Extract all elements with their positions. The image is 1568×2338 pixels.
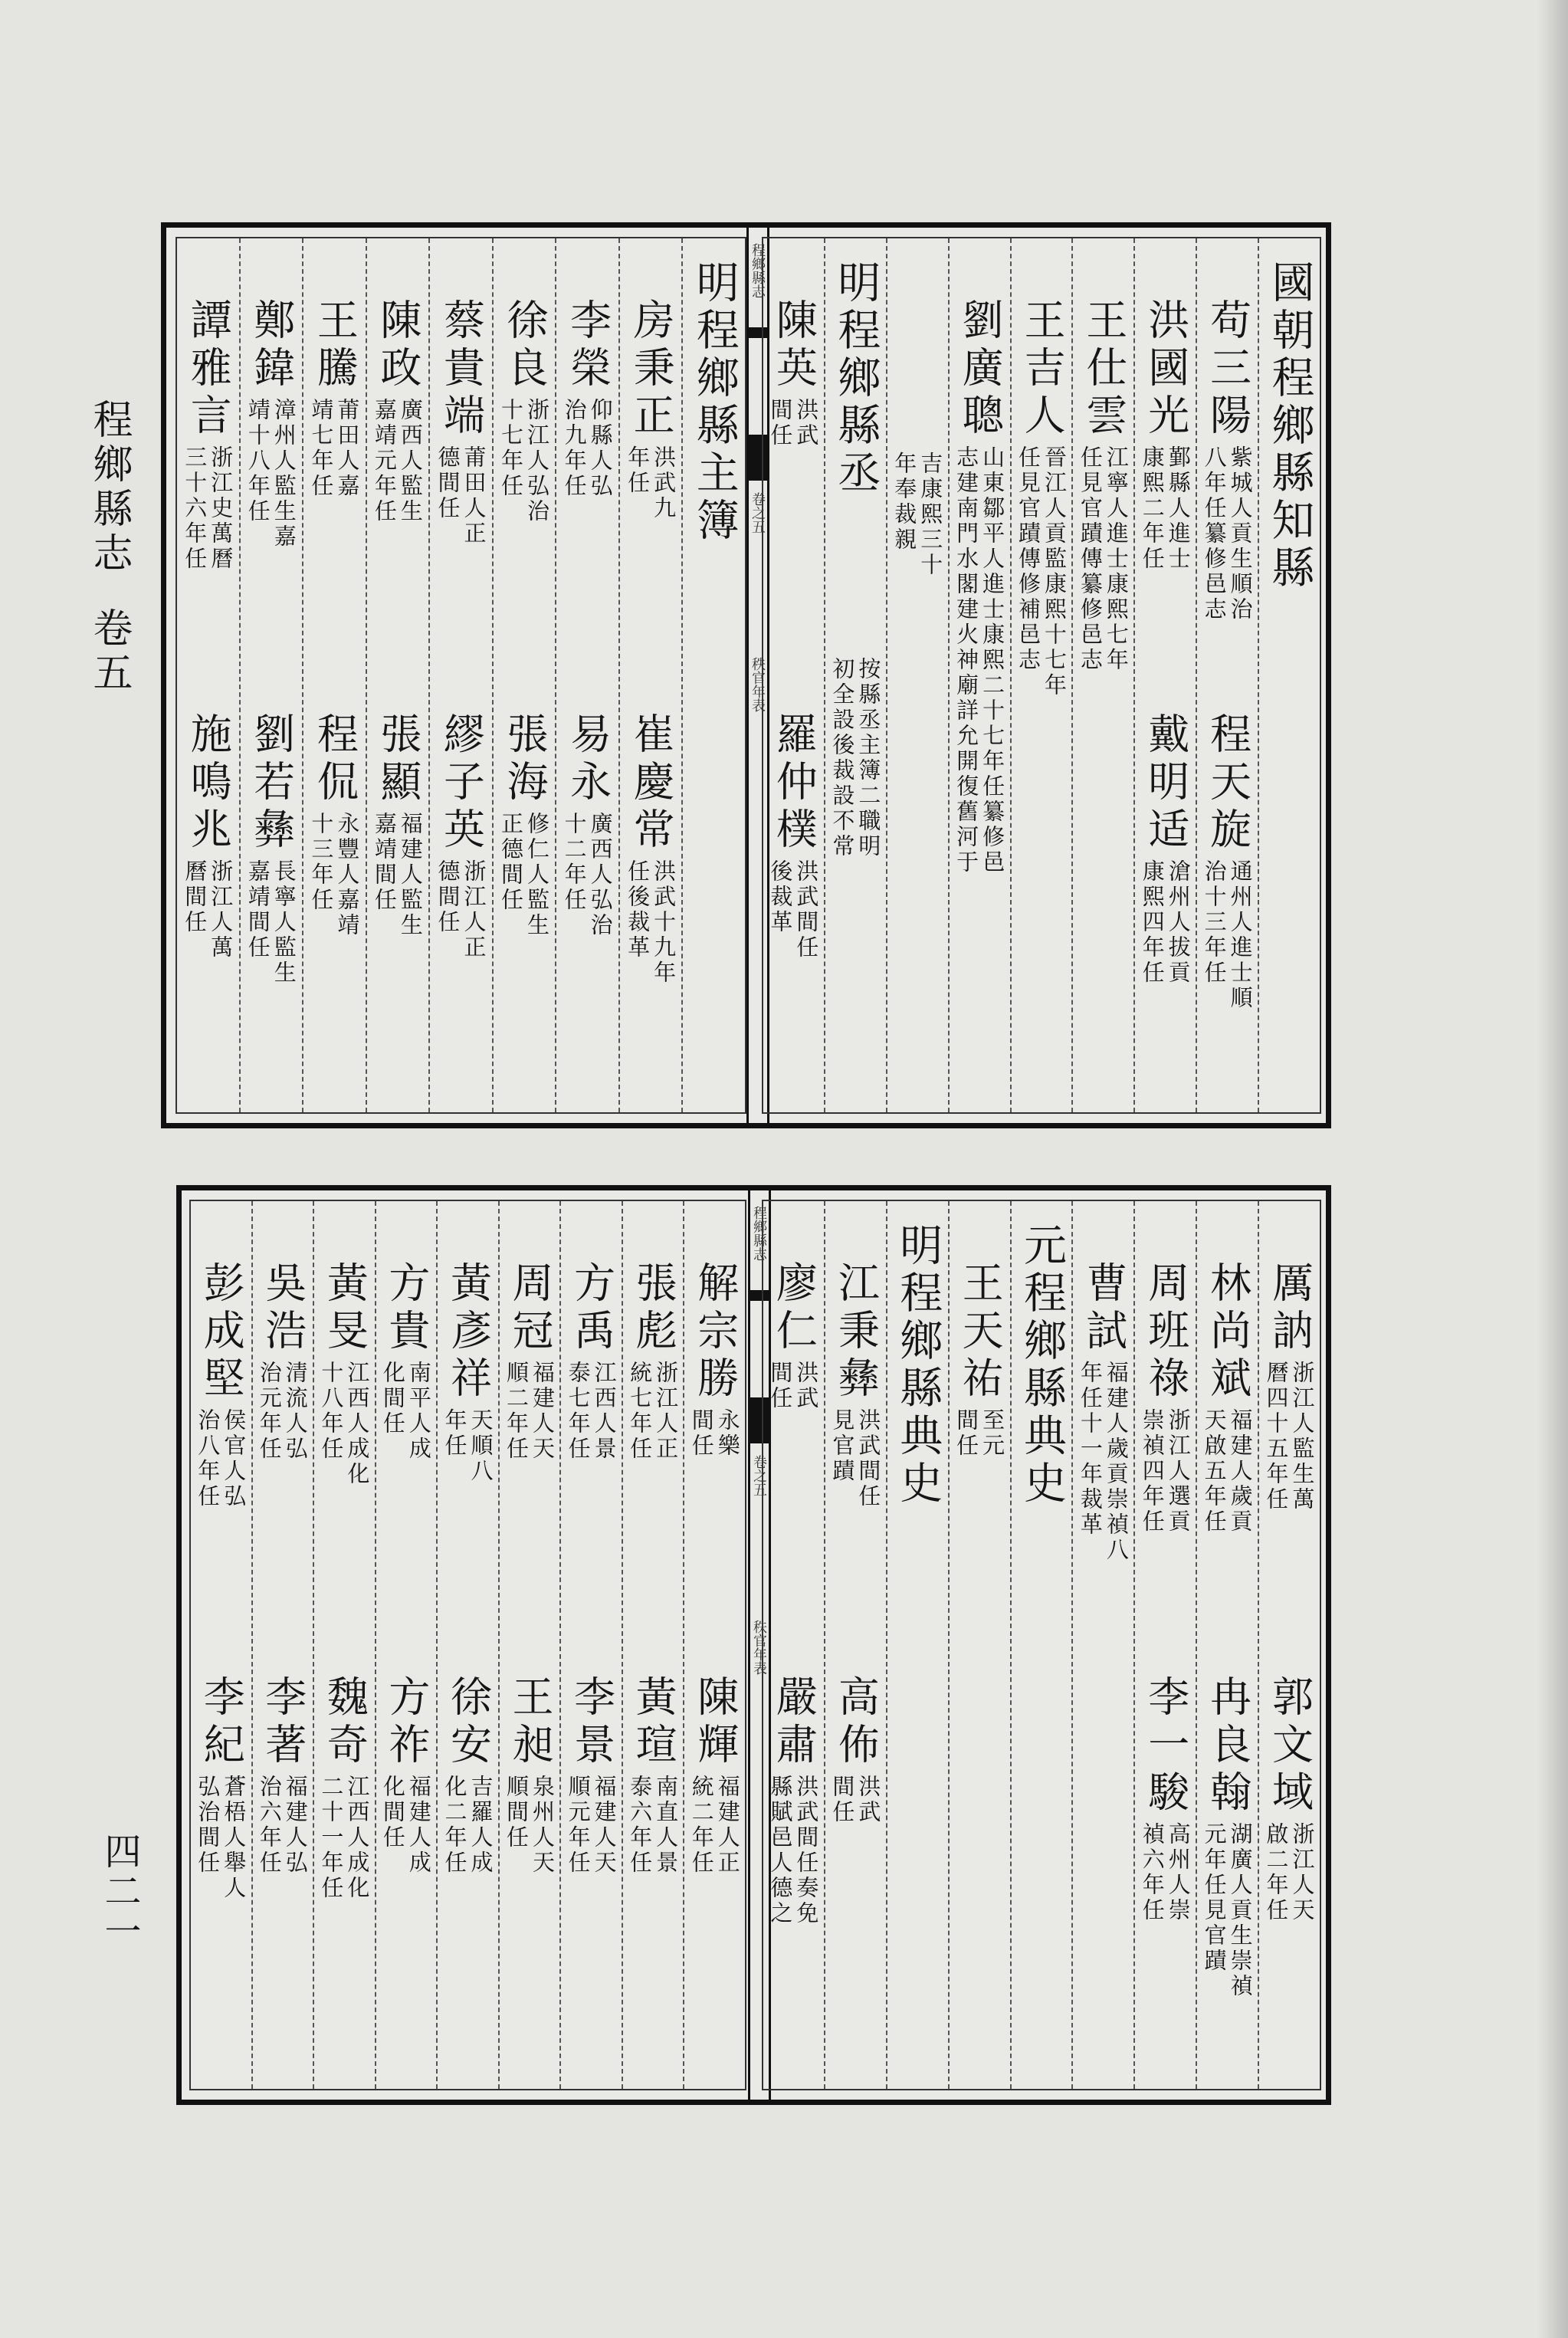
official-name: 曹試: [1079, 1261, 1128, 1356]
official-name: 李著: [258, 1675, 307, 1770]
official-name: 張彪: [629, 1261, 678, 1356]
official-annotation: 紫城人貢生順治八年任纂修邑志: [1201, 445, 1254, 622]
official-entry: [430, 712, 492, 965]
official-annotation: 洪武間任見官蹟: [829, 1408, 882, 1509]
official-annotation: 福建人正統二年任: [688, 1775, 741, 1876]
official-name: 陳輝: [691, 1675, 740, 1770]
official-entry: [763, 712, 824, 965]
section-heading: 元程鄉縣典史: [1016, 1223, 1067, 1508]
text-column: [177, 238, 239, 1112]
official-entry: [314, 1261, 375, 1675]
official-name: 周班祿: [1141, 1261, 1190, 1404]
official-entry: [438, 1675, 498, 1880]
official-name: 戴明适: [1141, 712, 1190, 855]
official-annotation: 漳州人監生嘉靖十八年任: [244, 398, 297, 550]
fold-title: 程鄉縣志: [750, 243, 766, 298]
official-annotation: 洪武間任: [767, 398, 820, 448]
official-annotation: 廣西人監生嘉靖元年任: [371, 398, 424, 524]
official-name: 高佈: [832, 1675, 881, 1770]
official-entry: [1135, 1261, 1196, 1675]
official-entry: [763, 298, 824, 712]
margin-title: [80, 399, 138, 696]
official-name: 黃瑄: [629, 1675, 678, 1770]
section-heading: 明程鄉縣典史: [893, 1223, 943, 1508]
official-annotation: 仰縣人弘治九年任: [561, 398, 614, 499]
official-annotation: 福建人歲貢天啟五年任: [1201, 1408, 1254, 1535]
official-entry: [191, 1261, 251, 1675]
text-column: [886, 238, 948, 1112]
official-name: 黃彥祥: [444, 1261, 493, 1404]
official-annotation: 洪武間任奏免縣賦邑人德之: [767, 1775, 820, 1926]
official-entry: [376, 1261, 437, 1675]
official-name: 崔慶常: [627, 712, 676, 855]
official-entry: [763, 1675, 824, 1931]
official-name: 蔡貴端: [437, 298, 486, 441]
text-column: [428, 238, 492, 1112]
text-column: [191, 1201, 251, 2089]
official-annotation: 天順八年任: [441, 1408, 494, 1484]
official-entry: [177, 298, 239, 712]
official-name: 繆子英: [437, 712, 486, 855]
official-name: 劉廣聰: [956, 298, 1005, 441]
official-name: 方祚: [382, 1675, 431, 1770]
official-entry: [191, 1675, 251, 1906]
official-name: 魏奇: [320, 1675, 369, 1770]
official-name: 鄭鍏: [247, 298, 296, 393]
text-column: [622, 1201, 684, 2089]
official-entry: [494, 298, 556, 712]
official-annotation: 清流人弘治元年任: [256, 1361, 309, 1462]
fold-title: 程鄉縣志: [751, 1206, 767, 1261]
official-entry: [1197, 298, 1258, 712]
text-column: [1010, 238, 1072, 1112]
official-annotation: 江西人成化十八年任: [318, 1361, 371, 1487]
official-entry: [367, 298, 429, 712]
official-name: 李榮: [563, 298, 612, 393]
text-column: [239, 238, 303, 1112]
official-name: 王昶: [506, 1675, 555, 1770]
upper-left-panel: [175, 237, 746, 1114]
official-annotation: 吉康熙三十年奉裁親: [891, 452, 944, 578]
upper-leaf-spread: [161, 222, 1331, 1128]
official-annotation: 吉羅人成化二年任: [441, 1775, 494, 1876]
official-annotation: 莆田人正德間任: [435, 445, 487, 547]
text-column: [375, 1201, 437, 2089]
official-entry: [684, 1261, 745, 1675]
official-entry: [1259, 1675, 1320, 1928]
official-annotation: 浙江人天啟二年任: [1263, 1822, 1316, 1923]
official-annotation: 洪武間任: [829, 1775, 882, 1825]
text-column: [555, 238, 618, 1112]
official-annotation: 洪武十九年任後裁革: [625, 859, 677, 986]
official-entry: [1135, 298, 1196, 712]
text-column: [886, 1201, 948, 2089]
official-entry: [763, 1261, 824, 1675]
official-entry: [1012, 298, 1072, 712]
official-name: 李景: [567, 1675, 616, 1770]
text-column: [1133, 238, 1196, 1112]
official-annotation: 浙江人弘治十七年任: [498, 398, 551, 524]
section-heading: 國朝程鄉縣知縣: [1265, 260, 1315, 593]
official-annotation: 浙江人正統七年任: [627, 1361, 680, 1462]
lower-right-panel: [762, 1200, 1321, 2090]
text-column: [1071, 238, 1133, 1112]
text-column: [1196, 1201, 1258, 2089]
official-annotation: 福建人弘治六年任: [256, 1775, 309, 1876]
official-entry: [177, 712, 239, 965]
section-heading: 明程鄉縣丞: [831, 260, 881, 497]
text-column: [313, 1201, 375, 2089]
official-name: 王騰: [310, 298, 359, 393]
book-title: 程鄉縣志: [86, 399, 132, 576]
text-column: [618, 238, 682, 1112]
official-annotation: 鄞縣人進士康熙二年任: [1139, 445, 1192, 572]
official-name: 施鳴兆: [184, 712, 233, 855]
official-entry: [367, 712, 429, 943]
official-name: 羅仲樸: [769, 712, 818, 855]
text-column: [302, 238, 366, 1112]
official-entry: [438, 1261, 498, 1675]
official-annotation: 福建人歲貢崇禎八年任十一年裁革: [1077, 1361, 1130, 1563]
official-entry: [500, 1261, 560, 1675]
official-entry: [556, 298, 618, 712]
official-annotation: 通州人進士順治十三年任: [1201, 859, 1254, 1011]
official-annotation: 山東鄒平人進士康熙二十七年任纂修邑志建南門水閣建火神廟詳允開復舊河于: [953, 445, 1006, 875]
text-column: [1010, 1201, 1072, 2089]
official-entry: [1197, 712, 1258, 1016]
official-annotation: 永豐人嘉靖十三年任: [308, 812, 361, 938]
text-column: [492, 238, 556, 1112]
official-entry: [253, 1261, 313, 1675]
official-entry: [1259, 1261, 1320, 1675]
official-entry: [623, 1261, 684, 1675]
official-annotation: 永樂間任: [688, 1408, 741, 1459]
text-column: [559, 1201, 622, 2089]
official-annotation: 高州人崇禎六年任: [1139, 1822, 1192, 1923]
official-annotation: 廣西人弘治十二年任: [561, 812, 614, 938]
lower-leaf-spread: [176, 1185, 1331, 2105]
official-annotation: 浙江人選貢崇禎四年任: [1139, 1408, 1192, 1535]
official-name: 吳浩: [258, 1261, 307, 1356]
official-name: 洪國光: [1141, 298, 1190, 441]
text-column: [1258, 1201, 1320, 2089]
fold-section: 秩官年表: [750, 657, 766, 712]
official-annotation: 江西人成化二十一年任: [318, 1775, 371, 1901]
fold-volume: 卷之五: [751, 1455, 767, 1496]
official-name: 解宗勝: [691, 1261, 740, 1404]
official-entry: [253, 1675, 313, 1880]
official-annotation: 侯官人弘治八年任: [195, 1408, 248, 1509]
official-name: 陳英: [769, 298, 818, 393]
official-entry: [303, 298, 366, 712]
official-name: 苟三陽: [1203, 298, 1252, 441]
official-entry: [620, 298, 682, 712]
text-column: [251, 1201, 313, 2089]
official-entry: [494, 712, 556, 943]
official-name: 李一駿: [1141, 1675, 1190, 1818]
official-name: 冉良翰: [1203, 1675, 1252, 1818]
official-annotation: 洪武間任: [767, 1361, 820, 1411]
official-entry: [241, 712, 303, 990]
official-entry: [1073, 1261, 1133, 1675]
official-name: 彭成堅: [197, 1261, 246, 1404]
official-annotation: 泉州人天順間任: [504, 1775, 556, 1876]
official-entry: [561, 1675, 622, 1880]
official-entry: [500, 1675, 560, 1880]
section-heading: 明程鄉縣主簿: [689, 260, 740, 545]
official-entry: [1073, 298, 1133, 712]
official-name: 厲訥: [1265, 1261, 1314, 1356]
official-name: 林尚斌: [1203, 1261, 1252, 1404]
official-entry: [556, 712, 618, 943]
text-column: [1133, 1201, 1196, 2089]
text-column: [498, 1201, 560, 2089]
volume-label: 卷五: [86, 607, 132, 696]
official-entry: [825, 504, 886, 864]
official-name: 徐良: [500, 298, 549, 393]
official-annotation: 江西人景泰七年任: [565, 1361, 618, 1462]
official-entry: [561, 1261, 622, 1675]
official-name: 周冠: [506, 1261, 555, 1356]
official-entry: [1197, 1261, 1258, 1675]
official-annotation: 江寧人進士康熙七年任見官蹟傳纂修邑志: [1077, 445, 1130, 673]
official-name: 易永: [563, 712, 612, 807]
official-name: 張顯: [373, 712, 422, 807]
official-annotation: 浙江人監生萬曆四十五年任: [1263, 1361, 1316, 1512]
official-annotation: 浙江人正德間任: [435, 859, 487, 960]
official-annotation: 福建人成化間任: [379, 1775, 432, 1876]
scan-edge-shadow: [1537, 0, 1568, 2338]
official-entry: [623, 1675, 684, 1880]
fold-section: 秩官年表: [751, 1620, 767, 1675]
page-number: 四二一: [98, 1832, 141, 1952]
text-column: [366, 238, 429, 1112]
official-entry: [314, 1675, 375, 1906]
text-column: [1071, 1201, 1133, 2089]
official-annotation: 浙江人萬曆間任: [182, 859, 235, 960]
lower-left-panel: [189, 1200, 746, 2090]
text-column: [1258, 238, 1320, 1112]
official-annotation: 南直人景泰六年任: [627, 1775, 680, 1876]
official-annotation: 南平人成化間任: [379, 1361, 432, 1462]
text-column: [1196, 238, 1258, 1112]
official-annotation: 福建人監生嘉靖間任: [371, 812, 424, 938]
official-name: 劉若彝: [247, 712, 296, 855]
official-annotation: 晉江人貢監康熙十七年任見官蹟傳修補邑志: [1015, 445, 1068, 698]
official-name: 江秉彝: [832, 1261, 881, 1404]
official-name: 張海: [500, 712, 549, 807]
official-annotation: 至元間任: [953, 1408, 1006, 1459]
official-entry: [825, 1675, 886, 1830]
official-name: 房秉正: [627, 298, 676, 441]
official-entry: [376, 1675, 437, 1880]
official-annotation: 滄州人拔貢康熙四年任: [1139, 859, 1192, 986]
official-name: 郭文域: [1265, 1675, 1314, 1818]
official-entry: [1135, 1675, 1196, 1928]
official-entry: [241, 298, 303, 712]
official-name: 方禹: [567, 1261, 616, 1356]
official-name: 廖仁: [769, 1261, 818, 1356]
official-entry: [684, 1675, 745, 1880]
official-annotation: 長寧人監生嘉靖間任: [244, 859, 297, 986]
text-column: [824, 238, 886, 1112]
official-name: 陳政: [373, 298, 422, 393]
official-entry: [620, 712, 682, 990]
official-entry: [887, 298, 948, 712]
official-entry: [825, 1261, 886, 1675]
text-column: [763, 1201, 824, 2089]
official-annotation: 洪武間任後裁革: [767, 859, 820, 960]
official-name: 嚴肅: [769, 1675, 818, 1770]
official-entry: [430, 298, 492, 712]
official-name: 李紀: [197, 1675, 246, 1770]
official-name: 王吉人: [1017, 298, 1066, 441]
official-name: 程天旋: [1203, 712, 1252, 855]
text-column: [948, 238, 1010, 1112]
text-column: [948, 1201, 1010, 2089]
upper-right-panel: [762, 237, 1321, 1114]
official-annotation: 湖廣人貢生崇禎元年任見官蹟: [1201, 1822, 1254, 1999]
text-column: [763, 238, 824, 1112]
official-annotation: 莆田人嘉靖七年任: [308, 398, 361, 499]
official-entry: [950, 298, 1010, 880]
official-annotation: 蒼梧人舉人弘治間任: [195, 1775, 248, 1901]
official-name: 徐安: [444, 1675, 493, 1770]
official-entry: [950, 1261, 1010, 1675]
official-annotation: 福建人天順元年任: [565, 1775, 618, 1876]
official-name: 王天祐: [956, 1261, 1005, 1404]
official-name: 方貴: [382, 1261, 431, 1356]
fold-volume: 卷之五: [750, 492, 766, 534]
official-annotation: 洪武九年任: [625, 445, 677, 521]
official-entry: [303, 712, 366, 943]
text-column: [681, 238, 745, 1112]
text-column: [683, 1201, 745, 2089]
official-name: 黃旻: [320, 1261, 369, 1356]
text-column: [824, 1201, 886, 2089]
official-entry: [1197, 1675, 1258, 2004]
official-name: 王仕雲: [1079, 298, 1128, 441]
official-annotation: 福建人天順二年任: [504, 1361, 556, 1462]
official-annotation: 按縣丞主簿二職明初全設後裁設不常: [829, 657, 882, 859]
official-name: 程侃: [310, 712, 359, 807]
official-name: 譚雅言: [184, 298, 233, 441]
official-annotation: 修仁人監生正德間任: [498, 812, 551, 938]
text-column: [436, 1201, 498, 2089]
official-entry: [1135, 712, 1196, 990]
official-annotation: 浙江史萬曆三十六年任: [182, 445, 235, 572]
